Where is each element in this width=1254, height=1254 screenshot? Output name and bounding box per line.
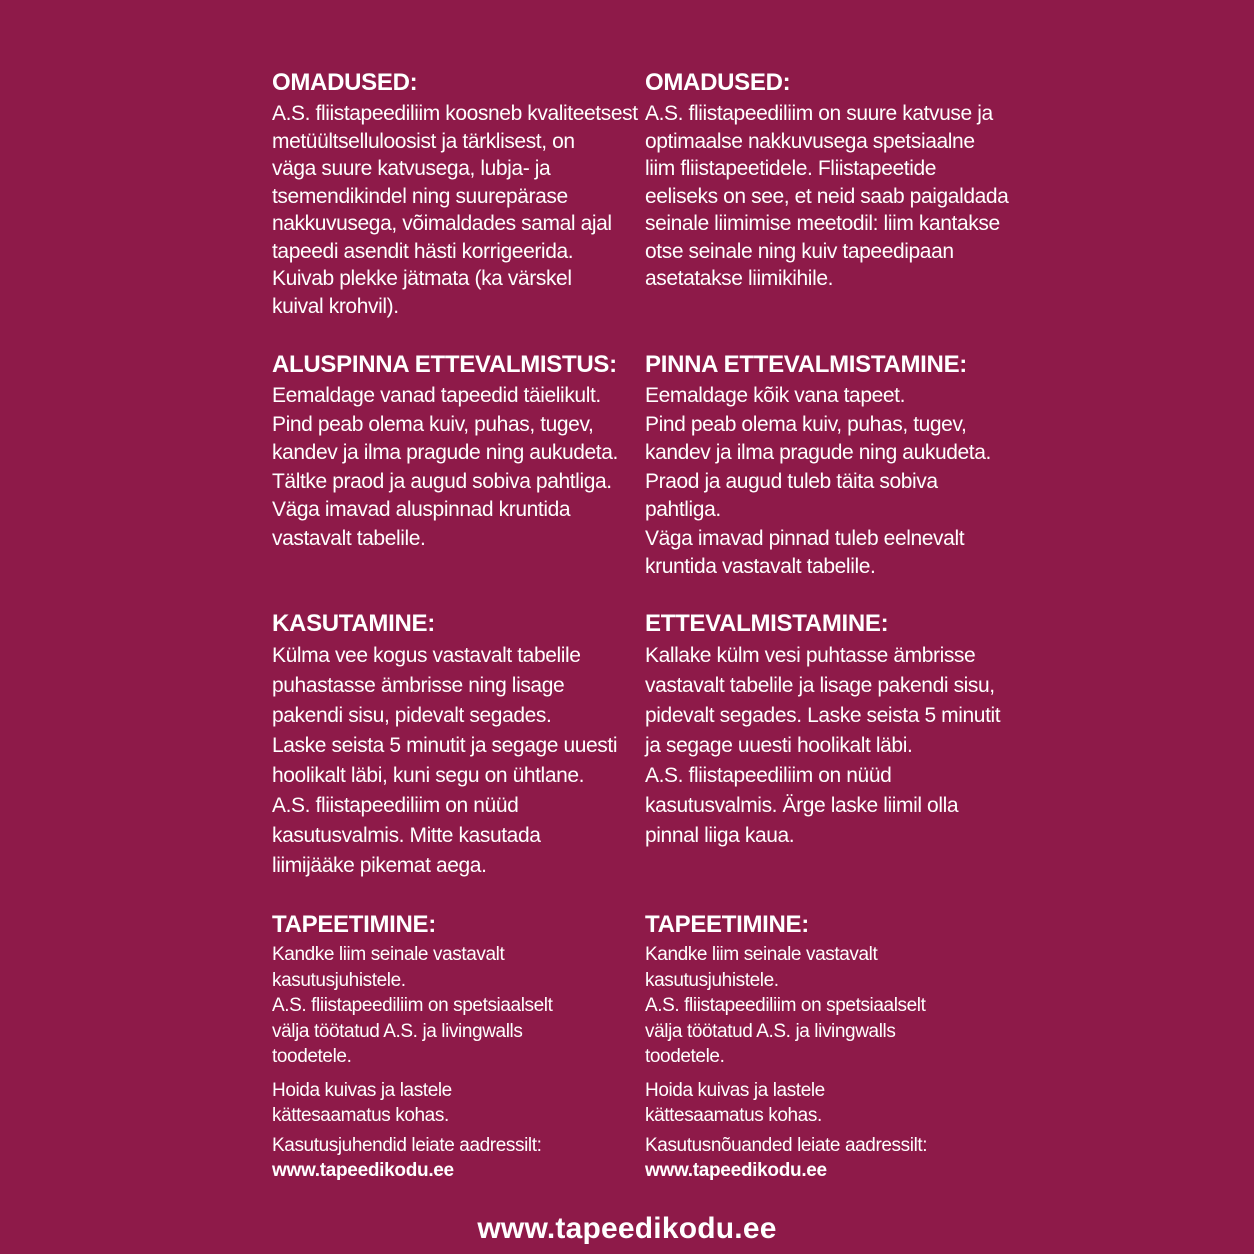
- text-line: kruntida vastavalt tabelile.: [645, 555, 876, 578]
- text-line: hoolikalt läbi, kuni segu on ühtlane.: [272, 764, 585, 787]
- text-line: kuival krohvil).: [272, 294, 399, 318]
- website-link[interactable]: www.tapeedikodu.ee: [272, 1160, 454, 1181]
- text-line: A.S. fliistapeediliim on spetsiaalselt: [645, 995, 926, 1016]
- text-line: toodetele.: [645, 1046, 725, 1067]
- text-line: tsemendikindel ning suurepärase: [272, 184, 568, 208]
- text-line: Laske seista 5 minutit ja segage uuesti: [272, 734, 618, 757]
- storage-text-line: Hoida kuivas ja lastele: [272, 1079, 452, 1101]
- text-line: kasutusjuhistele.: [645, 969, 779, 991]
- text-line: toodetele.: [272, 1046, 352, 1067]
- text-line: pinnal liiga kaua.: [645, 824, 795, 847]
- text-line: kandev ja ilma pragude ning aukudeta.: [645, 441, 991, 464]
- footer-website-link[interactable]: www.tapeedikodu.ee: [477, 1212, 777, 1245]
- text-line: vastavalt tabelile ja lisage pakendi sisu,: [645, 674, 995, 697]
- text-line: kandev ja ilma pragude ning aukudeta.: [272, 441, 618, 464]
- text-line: Kallake külm vesi puhtasse ämbrisse: [645, 644, 976, 667]
- text-line: otse seinale ning kuiv tapeedipaan: [645, 239, 954, 263]
- text-line: Praod ja augud tuleb täita sobiva: [645, 469, 938, 493]
- text-line: seinale liimimise meetodil: liim kantakse: [645, 212, 1000, 235]
- properties-section: [272, 66, 638, 320]
- properties-section: [645, 66, 1009, 293]
- usage-section: [272, 607, 624, 881]
- text-line: liim fliistapeetidele. Fliistapeetide: [645, 157, 937, 180]
- storage-text-line: Hoida kuivas ja lastele: [645, 1079, 825, 1101]
- section-heading: ETTEVALMISTAMINE:: [645, 610, 889, 637]
- storage-text-line: kättesaamatus kohas.: [645, 1105, 822, 1126]
- text-line: ja segage uuesti hoolikalt läbi.: [645, 734, 913, 757]
- wallpapering-section: [272, 908, 624, 1183]
- text-line: eeliseks on see, et neid saab paigaldada: [645, 184, 1009, 208]
- instructions-source-line: Kasutusnõuanded leiate aadressilt:: [645, 1134, 928, 1156]
- text-line: A.S. fliistapeediliim koosneb kvaliteetsest: [272, 102, 638, 125]
- text-line: tapeedi asendit hästi korrigeerida.: [272, 239, 574, 263]
- text-line: A.S. fliistapeediliim on nüüd: [645, 764, 892, 787]
- text-line: A.S. fliistapeediliim on nüüd: [272, 794, 519, 817]
- text-line: Kandke liim seinale vastavalt: [645, 944, 878, 965]
- text-line: metüültselluloosist ja tärklisest, on: [272, 129, 575, 153]
- text-line: optimaalse nakkuvusega spetsiaalne: [645, 129, 975, 153]
- section-heading: ALUSPINNA ETTEVALMISTUS:: [272, 351, 617, 378]
- text-line: pidevalt segades. Laske seista 5 minutit: [645, 704, 1001, 727]
- text-line: kasutusvalmis. Mitte kasutada: [272, 824, 541, 847]
- storage-text-line: kättesaamatus kohas.: [272, 1105, 449, 1126]
- text-line: vastavalt tabelile.: [272, 526, 426, 550]
- text-line: liimijääke pikemat aega.: [272, 854, 487, 877]
- text-line: Tältke praod ja augud sobiva pahtliga.: [272, 469, 612, 493]
- text-line: väga suure katvusega, lubja- ja: [272, 157, 551, 180]
- text-line: Külma vee kogus vastavalt tabelile: [272, 644, 581, 667]
- section-heading: KASUTAMINE:: [272, 610, 435, 637]
- surface-preparation-section: [645, 348, 997, 582]
- text-line: Väga imavad pinnad tuleb eelnevalt: [645, 526, 965, 550]
- section-heading: TAPEETIMINE:: [645, 911, 809, 938]
- text-line: A.S. fliistapeediliim on suure katvuse ja: [645, 102, 993, 125]
- text-line: Eemaldage kõik vana tapeet.: [645, 384, 906, 407]
- text-line: kasutusvalmis. Ärge laske liimil olla: [645, 794, 959, 817]
- text-line: Pind peab olema kuiv, puhas, tugev,: [272, 412, 594, 436]
- text-line: Väga imavad aluspinnad kruntida: [272, 498, 571, 521]
- section-heading: TAPEETIMINE:: [272, 911, 436, 938]
- text-line: Pind peab olema kuiv, puhas, tugev,: [645, 412, 967, 436]
- section-heading: PINNA ETTEVALMISTAMINE:: [645, 351, 967, 378]
- text-line: kasutusjuhistele.: [272, 969, 406, 991]
- wallpapering-section: [645, 908, 997, 1183]
- text-line: pakendi sisu, pidevalt segades.: [272, 704, 552, 727]
- text-line: asetatakse liimikihile.: [645, 267, 834, 290]
- website-link[interactable]: www.tapeedikodu.ee: [645, 1160, 827, 1181]
- text-line: Eemaldage vanad tapeedid täielikult.: [272, 384, 601, 407]
- section-heading: OMADUSED:: [645, 69, 791, 96]
- section-heading: OMADUSED:: [272, 69, 418, 96]
- text-line: Kuivab plekke jätmata (ka värskel: [272, 267, 572, 290]
- text-line: A.S. fliistapeediliim on spetsiaalselt: [272, 995, 553, 1016]
- preparation-section: [645, 607, 1001, 851]
- text-line: Kandke liim seinale vastavalt: [272, 944, 505, 965]
- text-line: nakkuvusega, võimaldades samal ajal: [272, 212, 612, 235]
- instructions-source-line: Kasutusjuhendid leiate aadressilt:: [272, 1134, 542, 1156]
- text-line: välja töötatud A.S. ja livingwalls: [645, 1020, 896, 1042]
- text-line: puhastasse ämbrisse ning lisage: [272, 674, 565, 697]
- surface-preparation-section: [272, 348, 624, 553]
- text-line: välja töötatud A.S. ja livingwalls: [272, 1020, 523, 1042]
- text-line: pahtliga.: [645, 498, 721, 521]
